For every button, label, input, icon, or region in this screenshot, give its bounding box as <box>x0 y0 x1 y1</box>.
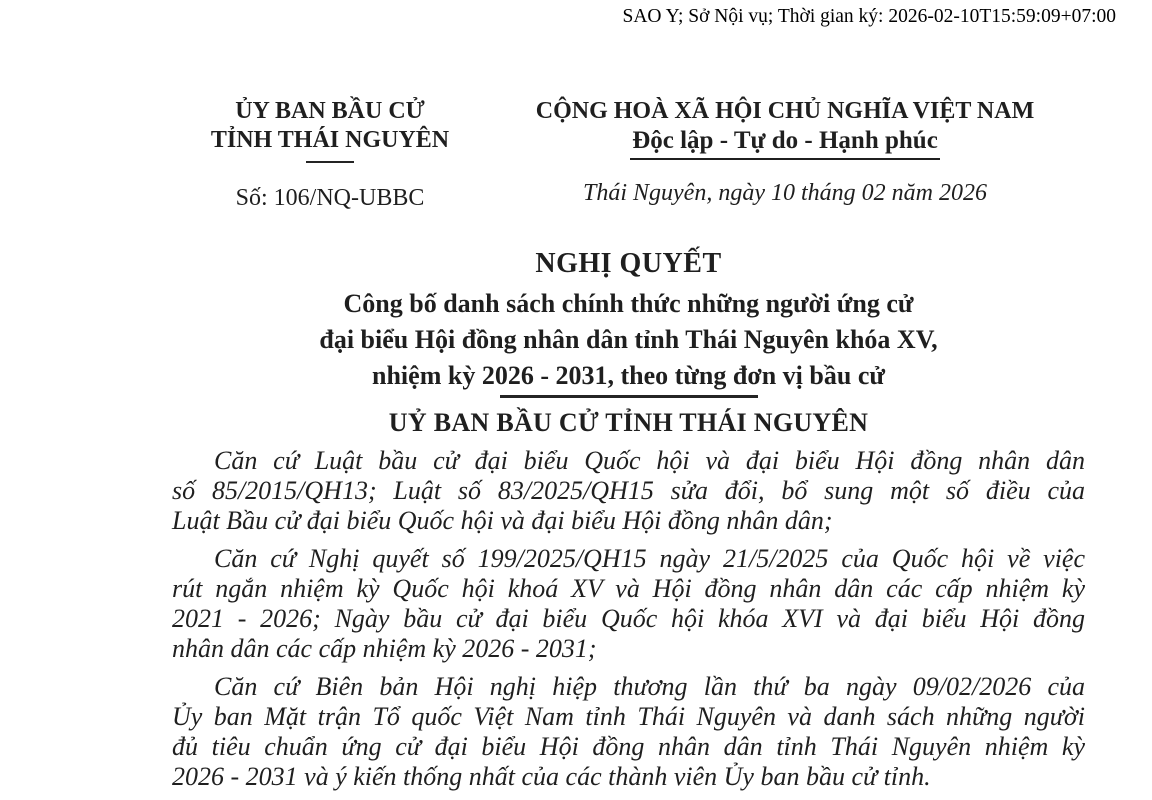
document-number: Số: 106/NQ-UBBC <box>235 185 425 211</box>
issuing-authority-name-line1: ỦY BAN BẦU CỬ <box>235 98 425 124</box>
document-subtitle <box>172 286 1085 394</box>
body-line: nhân dân các cấp nhiệm kỳ 2026 - 2031; <box>172 634 597 663</box>
paragraph-legal-basis-1 <box>172 446 1085 536</box>
paragraph-legal-basis-3 <box>172 672 1085 792</box>
document-title-block <box>172 248 1085 438</box>
body-line: rút ngắn nhiệm kỳ Quốc hội khoá XV và Hội đồng nhân dân các cấp nhiệm kỳ <box>172 574 1085 603</box>
body-line: Căn cứ Nghị quyết số 199/2025/QH15 ngày 21/5/2025 của Quốc hội về việc <box>214 544 1085 573</box>
body-line: 2021 - 2026; Ngày bầu cử đại biểu Quốc hội khóa XVI và đại biểu Hội đồng <box>172 604 1085 633</box>
paragraph-legal-basis-2 <box>172 544 1085 664</box>
body-line: Luật Bầu cử đại biểu Quốc hội và đại biểu Hội đồng nhân dân; <box>172 506 833 535</box>
issuing-authority-underline <box>306 161 354 163</box>
place-and-date-line: Thái Nguyên, ngày 10 tháng 02 năm 2026 <box>583 180 987 206</box>
document-type-title: NGHỊ QUYẾT <box>535 248 722 279</box>
document-header <box>165 97 1050 212</box>
title-underline <box>500 395 758 398</box>
issuing-authority-block <box>165 97 495 212</box>
national-header-block <box>520 97 1050 212</box>
body-line: đủ tiêu chuẩn ứng cử đại biểu Hội đồng nhân dân tỉnh Thái Nguyên nhiệm kỳ <box>172 732 1085 761</box>
body-line: số 85/2015/QH13; Luật số 83/2025/QH15 sửa đổi, bổ sung một số điều của <box>172 476 1085 505</box>
body-line: Căn cứ Luật bầu cử đại biểu Quốc hội và đại biểu Hội đồng nhân dân <box>214 446 1085 475</box>
issuer-heading: UỶ BAN BẦU CỬ TỈNH THÁI NGUYÊN <box>388 408 869 437</box>
digital-signature-stamp: SAO Y; Sở Nội vụ; Thời gian ký: 2026-02-10T15:59:09+07:00 <box>622 6 1116 27</box>
issuing-authority-name-line2: TỈNH THÁI NGUYÊN <box>210 127 450 153</box>
subtitle-line: Công bố danh sách chính thức những người ứng cử <box>343 289 914 318</box>
body-line: 2026 - 2031 và ý kiến thống nhất của các thành viên Ủy ban bầu cử tỉnh. <box>172 762 931 791</box>
subtitle-line: đại biểu Hội đồng nhân dân tỉnh Thái Nguyên khóa XV, <box>319 325 938 354</box>
body-line: Ủy ban Mặt trận Tổ quốc Việt Nam tỉnh Thái Nguyên và danh sách những người <box>172 702 1085 731</box>
national-title: CỘNG HOÀ XÃ HỘI CHỦ NGHĨA VIỆT NAM <box>535 98 1035 124</box>
document-body <box>172 446 1085 800</box>
body-line: Căn cứ Biên bản Hội nghị hiệp thương lần thứ ba ngày 09/02/2026 của <box>214 672 1085 701</box>
national-motto: Độc lập - Tự do - Hạnh phúc <box>630 126 940 160</box>
subtitle-line: nhiệm kỳ 2026 - 2031, theo từng đơn vị bầu cử <box>372 361 885 390</box>
